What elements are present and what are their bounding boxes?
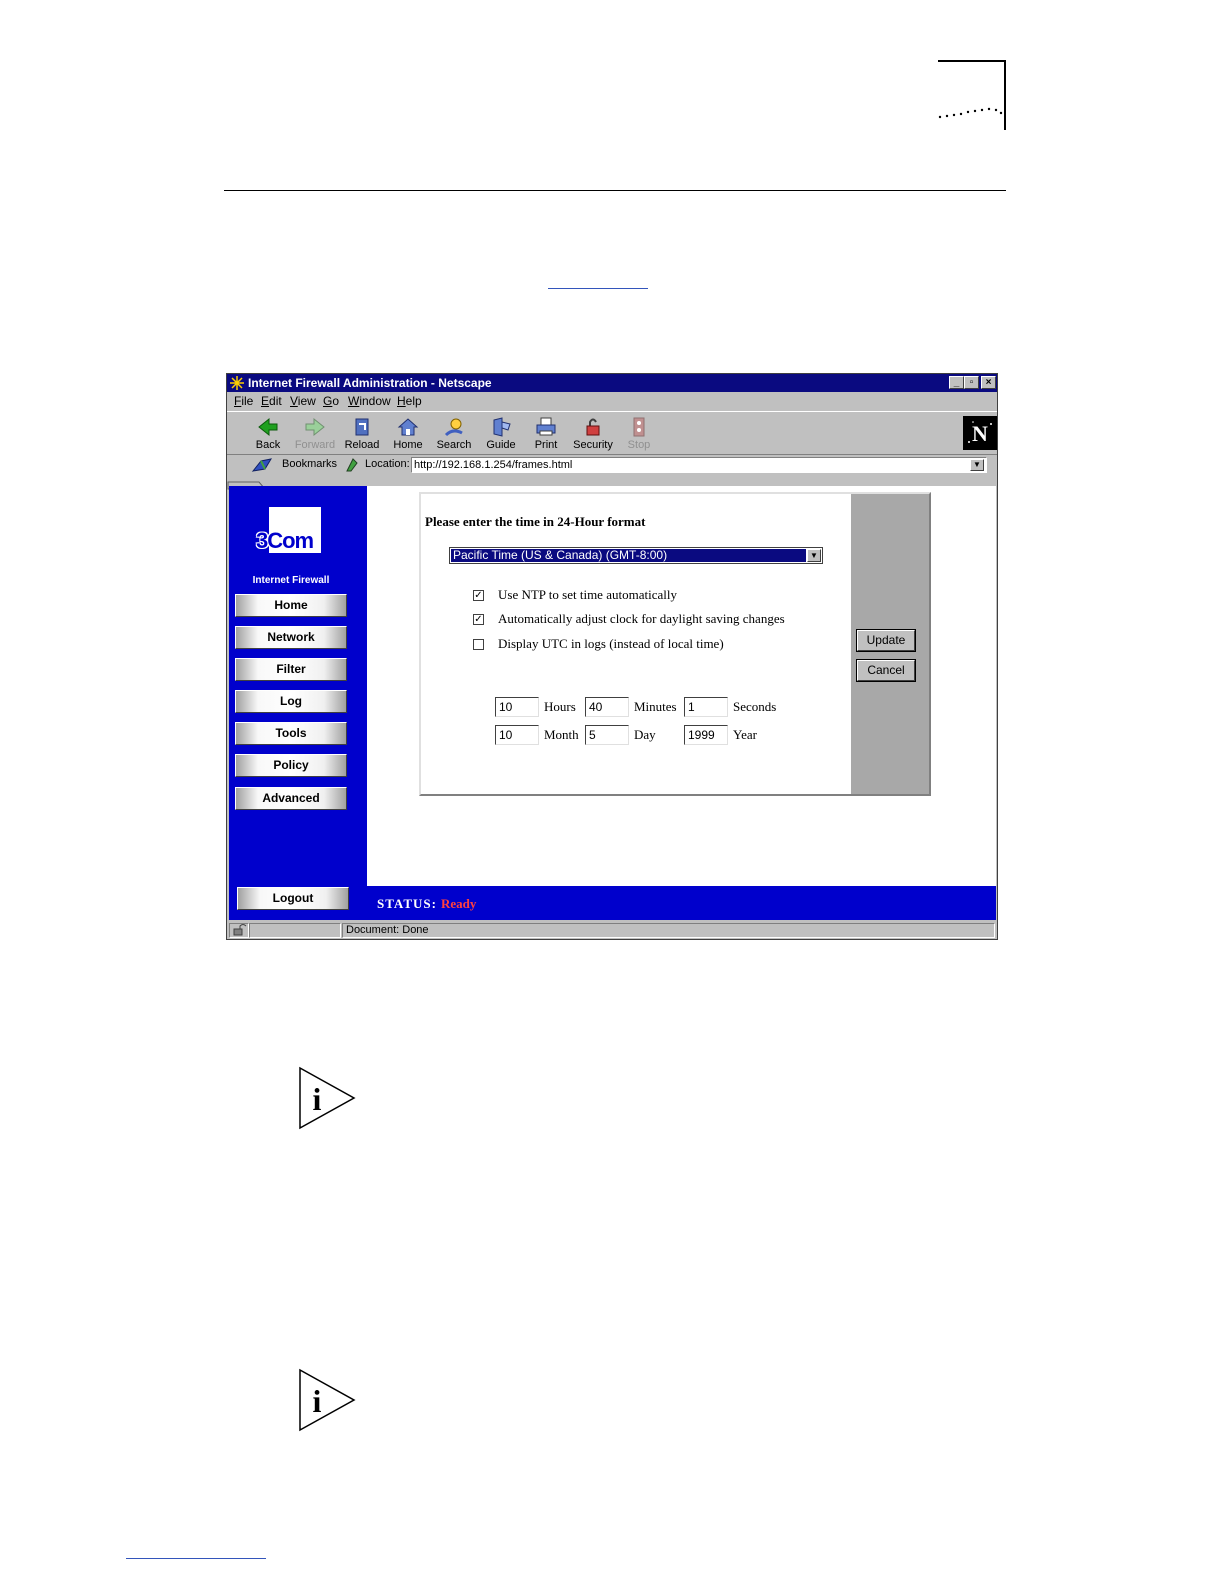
daylight-saving-label: Automatically adjust clock for daylight saving changes (498, 611, 785, 626)
guide-icon (490, 416, 512, 438)
header-rule (224, 190, 1006, 191)
security-lock-indicator[interactable] (229, 923, 249, 938)
minutes-label: Minutes (634, 699, 677, 714)
nav-policy-button[interactable]: Policy (235, 754, 347, 777)
ntp-checkbox[interactable]: ✓ (474, 590, 483, 601)
title-bar[interactable] (227, 374, 997, 392)
reload-icon (351, 416, 373, 438)
menu-bar (227, 392, 997, 411)
seconds-label: Seconds (733, 699, 777, 714)
home-icon (397, 416, 419, 438)
location-bar (227, 454, 997, 476)
forward-arrow-icon (304, 416, 326, 438)
cancel-button[interactable]: Cancel (857, 660, 915, 681)
stop-button[interactable] (617, 414, 661, 451)
status-value: Ready (441, 896, 477, 911)
nav-filter-button[interactable]: Filter (235, 658, 347, 681)
search-button[interactable] (432, 414, 476, 451)
nav-tools-button[interactable]: Tools (235, 722, 347, 745)
url-text: http://192.168.1.254/frames.html (414, 459, 573, 471)
minimize-button[interactable]: _ (949, 376, 964, 389)
seconds-input[interactable]: 1 (684, 697, 728, 717)
utc-logs-checkbox[interactable] (473, 639, 484, 650)
month-label: Month (544, 727, 579, 742)
svg-text:i: i (312, 1383, 322, 1419)
year-label: Year (733, 727, 757, 742)
update-button[interactable]: Update (857, 630, 915, 651)
info-note-icon (298, 1368, 356, 1432)
page-corner-mark-top (938, 60, 1006, 62)
nav-log-button[interactable]: Log (235, 690, 347, 713)
progress-indicator (249, 923, 341, 938)
printer-icon (535, 416, 557, 438)
forward-label: Forward (294, 439, 336, 451)
page-corner-dots (938, 104, 1004, 120)
menu-help[interactable]: Help (397, 394, 422, 408)
nav-advanced-button[interactable]: Advanced (235, 787, 347, 810)
day-label: Day (634, 727, 656, 742)
unlocked-icon (233, 924, 247, 936)
nav-network-button[interactable]: Network (235, 626, 347, 649)
netscape-logo[interactable] (963, 416, 997, 450)
hours-input[interactable]: 10 (495, 697, 539, 717)
home-button[interactable] (386, 414, 430, 451)
year-input[interactable]: 1999 (684, 725, 728, 745)
logout-button[interactable]: Logout (237, 887, 349, 910)
lock-icon (582, 416, 604, 438)
window-title: Internet Firewall Administration - Netscape (248, 376, 492, 390)
browser-window (226, 373, 998, 940)
cross-reference-link[interactable] (548, 288, 648, 289)
timezone-selected-value: Pacific Time (US & Canada) (GMT-8:00) (451, 549, 806, 562)
menu-go[interactable]: Go (323, 394, 340, 408)
print-button[interactable] (524, 414, 568, 451)
search-icon (443, 416, 465, 438)
close-button[interactable]: × (981, 376, 996, 389)
location-label: Location: (365, 458, 410, 470)
security-label: Security (573, 439, 613, 451)
footer-link[interactable] (126, 1558, 266, 1559)
menu-file[interactable]: File (234, 394, 254, 408)
back-button[interactable] (246, 414, 290, 451)
day-input[interactable]: 5 (585, 725, 629, 745)
utc-logs-label: Display UTC in logs (instead of local time) (498, 636, 724, 651)
svg-text:i: i (312, 1081, 322, 1117)
hours-label: Hours (544, 699, 576, 714)
ntp-label: Use NTP to set time automatically (498, 587, 677, 602)
product-label: Internet Firewall (252, 575, 330, 586)
page-content (229, 486, 996, 920)
url-field[interactable] (411, 457, 987, 473)
forward-button[interactable] (293, 414, 337, 451)
sidebar-nav (229, 486, 367, 920)
stop-label: Stop (627, 439, 651, 451)
bookmarks-icon (251, 457, 273, 473)
security-button[interactable] (571, 414, 615, 451)
netscape-n-icon (963, 416, 997, 450)
print-label: Print (534, 439, 558, 451)
netscape-app-icon (230, 376, 244, 390)
collapsed-toolbar-tab[interactable] (227, 477, 997, 486)
nav-home-button[interactable]: Home (235, 594, 347, 617)
time-settings-panel (419, 492, 931, 796)
url-dropdown-arrow[interactable]: ▼ (970, 459, 984, 471)
browser-status-bar (227, 922, 997, 939)
daylight-saving-checkbox[interactable]: ✓ (474, 614, 483, 625)
maximize-button[interactable]: ▫ (964, 376, 979, 389)
reload-button[interactable] (340, 414, 384, 451)
info-note-icon (298, 1066, 356, 1130)
menu-window[interactable]: Window (348, 394, 391, 408)
guide-label: Guide (486, 439, 516, 451)
menu-view[interactable]: View (290, 394, 316, 408)
page-corner-mark-side (1004, 60, 1006, 130)
time-format-heading: Please enter the time in 24-Hour format (425, 514, 646, 529)
back-label: Back (255, 439, 281, 451)
home-label: Home (393, 439, 423, 451)
stop-icon (628, 416, 650, 438)
reload-label: Reload (344, 439, 380, 451)
minutes-input[interactable]: 40 (585, 697, 629, 717)
bookmarks-menu[interactable]: Bookmarks (282, 458, 338, 470)
guide-button[interactable] (479, 414, 523, 451)
status-frame (367, 886, 996, 920)
timezone-select[interactable] (449, 547, 823, 564)
status-label: STATUS: (377, 896, 437, 911)
month-input[interactable]: 10 (495, 725, 539, 745)
navigation-toolbar (227, 411, 997, 455)
document-status: Document: Done (342, 923, 995, 938)
3com-logo-text: 3Com (256, 528, 314, 553)
menu-edit[interactable]: Edit (261, 394, 282, 408)
back-arrow-icon (257, 416, 279, 438)
location-icon (345, 457, 359, 473)
svg-text:N: N (972, 421, 988, 446)
chevron-down-icon[interactable]: ▼ (807, 549, 821, 562)
search-label: Search (436, 439, 472, 451)
